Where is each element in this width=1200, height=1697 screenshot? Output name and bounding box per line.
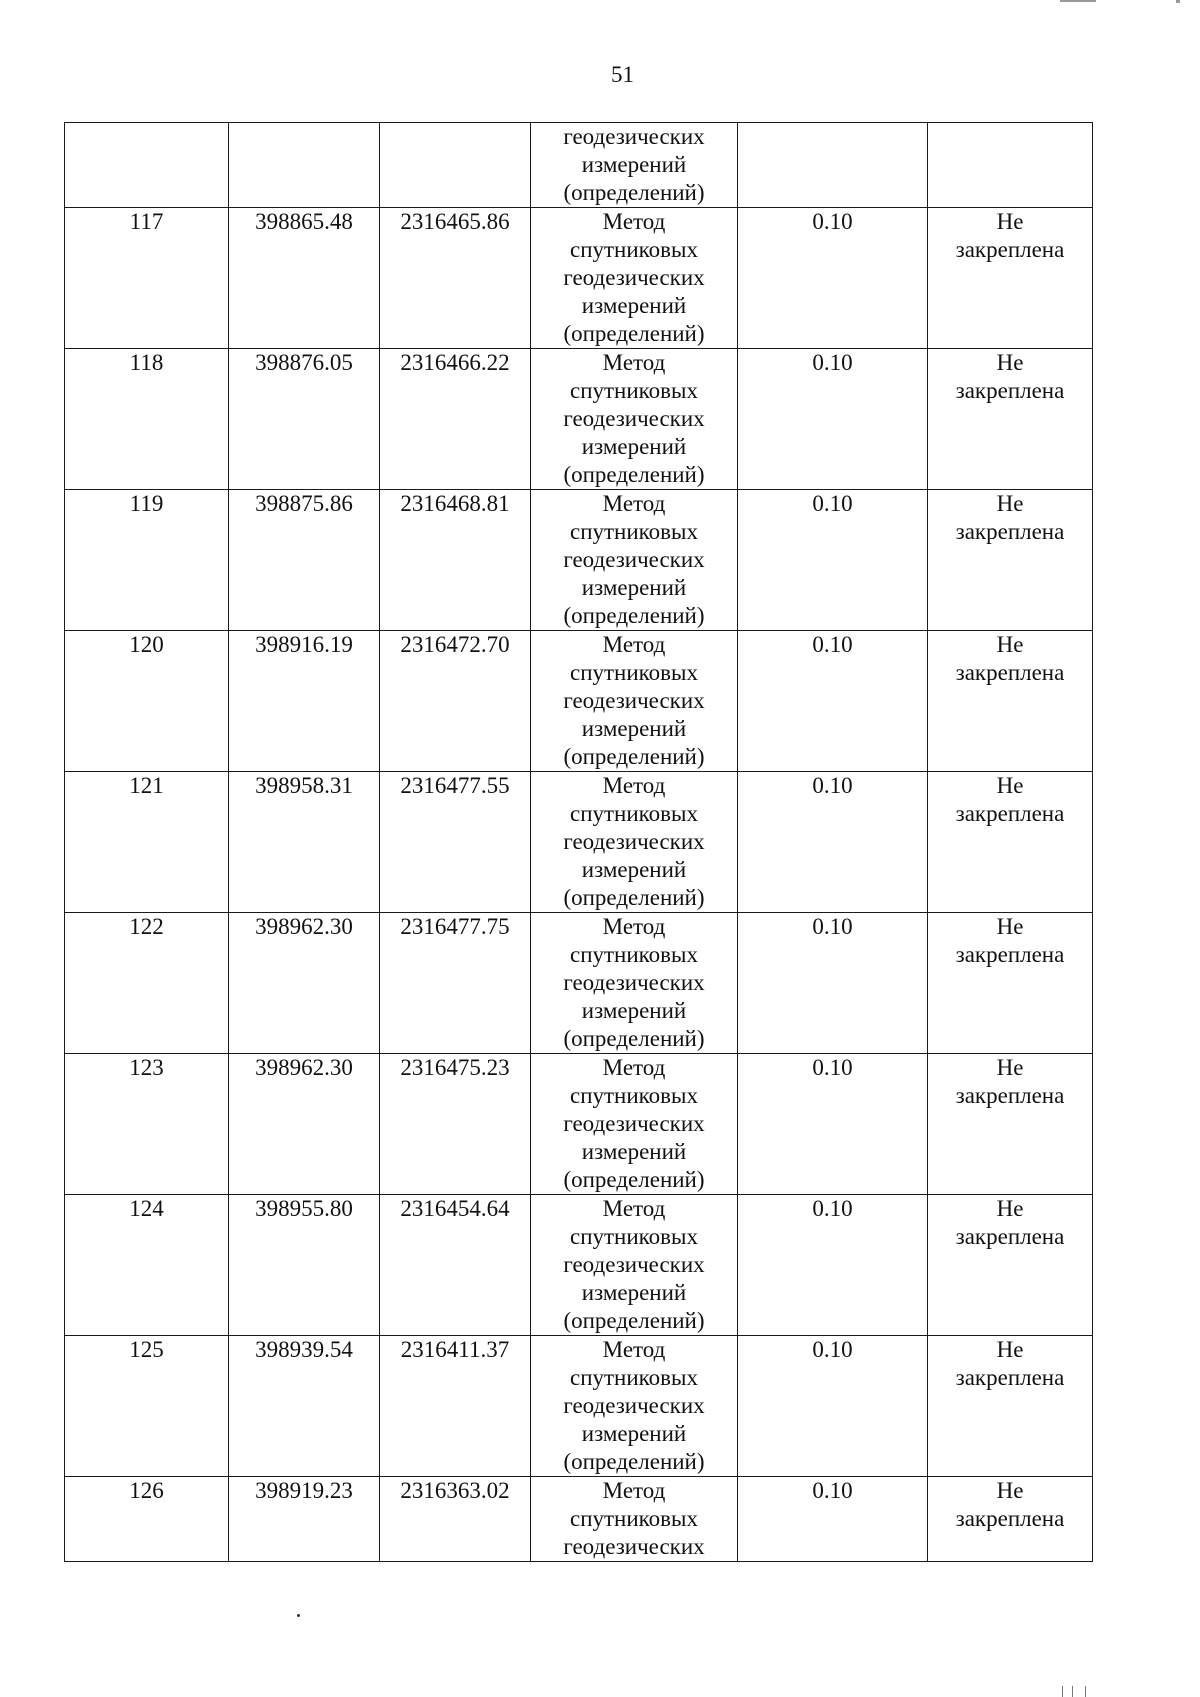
cell-accuracy-text: 0.10 <box>812 1055 853 1080</box>
cell-method-text: Метод спутниковых геодезических измерений (определений) <box>563 773 705 910</box>
cell-accuracy <box>738 1336 928 1477</box>
cell-method-text: Метод спутниковых геодезических <box>563 1478 705 1559</box>
cell-x <box>229 631 380 772</box>
table-body <box>65 123 1093 1562</box>
table-row <box>65 631 1093 772</box>
cell-method-text: Метод спутниковых геодезических измерений (определений) <box>563 914 705 1051</box>
table-row <box>65 490 1093 631</box>
cell-x-text: 398955.80 <box>255 1196 353 1221</box>
cell-method-text: Метод спутниковых геодезических измерений (определений) <box>563 350 705 487</box>
table-row <box>65 349 1093 490</box>
cell-accuracy-text: 0.10 <box>812 350 853 375</box>
cell-accuracy <box>738 1054 928 1195</box>
cell-method <box>531 1477 738 1562</box>
coordinates-table <box>64 122 1093 1562</box>
cell-x <box>229 490 380 631</box>
cell-method-text: геодезических измерений (определений) <box>563 124 705 205</box>
cell-method <box>531 1195 738 1336</box>
cell-method-text: Метод спутниковых геодезических измерений (определений) <box>563 632 705 769</box>
cell-y <box>380 1054 531 1195</box>
cell-method <box>531 1054 738 1195</box>
cell-method <box>531 349 738 490</box>
cell-x-text: 398919.23 <box>255 1478 353 1503</box>
table-row <box>65 1477 1093 1562</box>
margin-dot <box>297 1614 300 1617</box>
cell-x-text: 398962.30 <box>255 914 353 939</box>
cell-accuracy-text: 0.10 <box>812 1337 853 1362</box>
cell-fixation-text: Не закреплена <box>955 914 1065 967</box>
table-row-continued <box>65 123 1093 208</box>
cell-fixation-text: Не закреплена <box>955 1196 1065 1249</box>
cell-x <box>229 913 380 1054</box>
cell-fixation-text: Не закреплена <box>955 491 1065 544</box>
table-row <box>65 1195 1093 1336</box>
cell-point <box>65 1195 229 1336</box>
cell-x <box>229 772 380 913</box>
cell-accuracy-text: 0.10 <box>812 1478 853 1503</box>
cell-fixation-text: Не закреплена <box>955 209 1065 262</box>
cell-x <box>229 1336 380 1477</box>
page-number: 51 <box>611 62 634 87</box>
cell-fixation <box>928 1054 1093 1195</box>
cell-method <box>531 631 738 772</box>
cell-point-text: 121 <box>129 773 164 798</box>
cell-fixation-text: Не закреплена <box>955 350 1065 403</box>
cell-point-text: 120 <box>129 632 164 657</box>
cell-y-text: 2316477.75 <box>400 914 510 939</box>
cell-accuracy <box>738 772 928 913</box>
table-row <box>65 772 1093 913</box>
cell-accuracy-text: 0.10 <box>812 491 853 516</box>
cell-fixation-text: Не закреплена <box>955 1337 1065 1390</box>
cell-fixation-text: Не закреплена <box>955 1478 1065 1531</box>
table-row <box>65 208 1093 349</box>
cell-y <box>380 631 531 772</box>
cell-point-text: 117 <box>129 209 164 234</box>
scan-edge-mark <box>1176 0 1180 3</box>
cell-y-text: 2316477.55 <box>400 773 510 798</box>
table-row <box>65 913 1093 1054</box>
cell-x <box>229 1477 380 1562</box>
cell-x <box>229 1195 380 1336</box>
cell-method-text: Метод спутниковых геодезических измерений (определений) <box>563 1196 705 1333</box>
cell-y-text: 2316468.81 <box>400 491 510 516</box>
cell-point-text: 122 <box>129 914 164 939</box>
cell-fixation <box>928 1195 1093 1336</box>
cell-point-text: 119 <box>129 491 164 516</box>
cell-x-text: 398876.05 <box>255 350 353 375</box>
scan-edge-mark <box>1060 0 1096 2</box>
cell-y <box>380 913 531 1054</box>
cell-y <box>380 1477 531 1562</box>
cell-fixation <box>928 208 1093 349</box>
cell-accuracy <box>738 490 928 631</box>
cell-y-text: 2316454.64 <box>400 1196 510 1221</box>
cell-point-text: 118 <box>129 350 164 375</box>
cell-fixation <box>928 123 1093 208</box>
cell-x <box>229 349 380 490</box>
cell-y <box>380 1336 531 1477</box>
cell-fixation-text: Не закреплена <box>955 632 1065 685</box>
cell-method-text: Метод спутниковых геодезических измерений (определений) <box>563 491 705 628</box>
cell-accuracy-text: 0.10 <box>812 209 853 234</box>
cell-fixation <box>928 490 1093 631</box>
cell-point <box>65 1336 229 1477</box>
cell-point <box>65 772 229 913</box>
cell-point <box>65 1054 229 1195</box>
cell-y-text: 2316466.22 <box>400 350 510 375</box>
cell-method-text: Метод спутниковых геодезических измерений (определений) <box>563 1337 705 1474</box>
cell-x <box>229 1054 380 1195</box>
cell-y <box>380 208 531 349</box>
cell-method <box>531 1336 738 1477</box>
cell-y-text: 2316363.02 <box>400 1478 510 1503</box>
cell-x <box>229 208 380 349</box>
cell-x-text: 398939.54 <box>255 1337 353 1362</box>
cell-fixation <box>928 631 1093 772</box>
cell-accuracy <box>738 1195 928 1336</box>
cell-accuracy <box>738 349 928 490</box>
cell-y-text: 2316472.70 <box>400 632 510 657</box>
cell-point <box>65 631 229 772</box>
cell-x-text: 398916.19 <box>255 632 353 657</box>
table-row <box>65 1054 1093 1195</box>
cell-x-text: 398962.30 <box>255 1055 353 1080</box>
cell-method <box>531 123 738 208</box>
cell-y-text: 2316465.86 <box>400 209 510 234</box>
cell-y-text: 2316475.23 <box>400 1055 510 1080</box>
cell-y <box>380 349 531 490</box>
cell-accuracy-text: 0.10 <box>812 1196 853 1221</box>
cell-method-text: Метод спутниковых геодезических измерений (определений) <box>563 209 705 346</box>
cell-x <box>229 123 380 208</box>
table-row <box>65 1336 1093 1477</box>
cell-x-text: 398865.48 <box>255 209 353 234</box>
cell-y-text: 2316411.37 <box>400 1337 510 1362</box>
cell-point-text: 124 <box>129 1196 164 1221</box>
cell-fixation <box>928 772 1093 913</box>
cell-point-text: 125 <box>129 1337 164 1362</box>
cell-method <box>531 913 738 1054</box>
cell-point <box>65 1477 229 1562</box>
cell-fixation-text: Не закреплена <box>955 1055 1065 1108</box>
cell-accuracy <box>738 913 928 1054</box>
cell-method <box>531 772 738 913</box>
cell-y <box>380 772 531 913</box>
cell-point <box>65 913 229 1054</box>
cell-y <box>380 1195 531 1336</box>
scan-corner-mark <box>1062 1686 1086 1697</box>
cell-point <box>65 349 229 490</box>
cell-point-text: 126 <box>129 1478 164 1503</box>
cell-method-text: Метод спутниковых геодезических измерений (определений) <box>563 1055 705 1192</box>
cell-y <box>380 123 531 208</box>
cell-fixation-text: Не закреплена <box>955 773 1065 826</box>
cell-fixation <box>928 1477 1093 1562</box>
cell-accuracy <box>738 1477 928 1562</box>
cell-fixation <box>928 913 1093 1054</box>
cell-point <box>65 490 229 631</box>
cell-point-text: 123 <box>129 1055 164 1080</box>
cell-accuracy-text: 0.10 <box>812 773 853 798</box>
cell-method <box>531 490 738 631</box>
cell-accuracy <box>738 631 928 772</box>
cell-accuracy-text: 0.10 <box>812 632 853 657</box>
cell-point <box>65 208 229 349</box>
cell-method <box>531 208 738 349</box>
cell-accuracy-text: 0.10 <box>812 914 853 939</box>
cell-accuracy <box>738 123 928 208</box>
cell-point <box>65 123 229 208</box>
cell-fixation <box>928 1336 1093 1477</box>
cell-x-text: 398958.31 <box>255 773 353 798</box>
cell-y <box>380 490 531 631</box>
cell-accuracy <box>738 208 928 349</box>
cell-x-text: 398875.86 <box>255 491 353 516</box>
cell-fixation <box>928 349 1093 490</box>
